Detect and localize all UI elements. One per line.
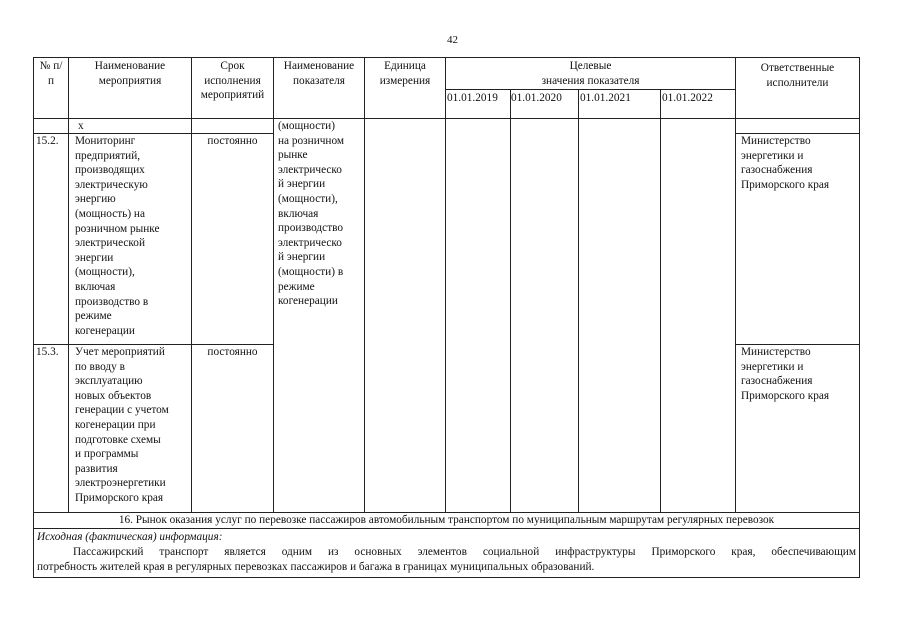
table-left-border (33, 57, 34, 578)
col-divider-7 (578, 89, 579, 512)
header-col-responsible: Ответственные исполнители (760, 62, 835, 89)
page-number: 42 (447, 34, 458, 46)
header-col-number: № п/ п (39, 60, 63, 87)
col-divider-2 (191, 57, 192, 512)
row-15-3-name: Учет мероприятий по вводу в эксплуатацию новых объектов генерации с учетом когенерации при подготовке схемы и программы развития электроэнергетики Приморского края (75, 346, 169, 504)
header-col-term: Срок исполнения мероприятий (200, 60, 265, 102)
col-divider-9 (735, 57, 736, 512)
header-col-name: Наименование мероприятия (94, 60, 166, 87)
row-15-2-term: постоянно (207, 135, 258, 147)
section-16-title: 16. Рынок оказания услуг по перевозке пассажиров автомобильным транспортом по муниципальным маршрутам регулярных перевозок (118, 514, 775, 526)
row-15-3-responsible: Министерство энергетики и газоснабжения Приморского края (741, 346, 830, 402)
row-15-2-number: 15.2. (36, 135, 59, 147)
section-16-title-bottom-line (33, 528, 860, 529)
col-divider-5 (445, 57, 446, 512)
table-bottom-line (33, 577, 860, 578)
row-15-3-term: постоянно (207, 346, 258, 358)
col-divider-6 (510, 89, 511, 512)
header-col-targets: Целевые значения показателя (541, 60, 640, 87)
section-16-info-label: Исходная (фактическая) информация: (37, 531, 223, 543)
header-col-indicator: Наименование показателя (283, 60, 355, 87)
header-date-2020: 01.01.2020 (511, 92, 562, 104)
col-divider-1 (68, 57, 69, 512)
col-divider-4 (364, 57, 365, 512)
col-divider-8 (660, 89, 661, 512)
header-date-2022: 01.01.2022 (662, 92, 713, 104)
section-16-info-line-2: потребность жителей края в регулярных перевозках пассажиров и багажа в границах муниципальных образований. (37, 561, 595, 573)
header-col-unit: Единица измерения (379, 60, 431, 87)
continuation-indicator-cell: (мощности) на розничном рынке электрическо й энергии (мощности), включая производство электрическо й энергии (мощности) в режиме когенерации (278, 120, 345, 308)
targets-subheader-line (445, 89, 735, 90)
row-15-2-name: Мониторинг предприятий, производящих электрическую энергию (мощность) на розничном рынке электрической энергии (мощности), включая производство в режиме когенерации (75, 135, 160, 337)
header-date-2019: 01.01.2019 (447, 92, 498, 104)
continuation-name-cell: x (78, 120, 84, 132)
col-divider-3 (273, 57, 274, 512)
section-16-info-line-1: Пассажирский транспорт является одним из основных элементов социальной инфраструктуры Приморского края, обеспечивающим (73, 546, 856, 558)
row-15-3-number: 15.3. (36, 346, 59, 358)
header-date-2021: 01.01.2021 (580, 92, 631, 104)
table-right-border (859, 57, 860, 578)
row-15-2-responsible: Министерство энергетики и газоснабжения Приморского края (741, 135, 830, 191)
